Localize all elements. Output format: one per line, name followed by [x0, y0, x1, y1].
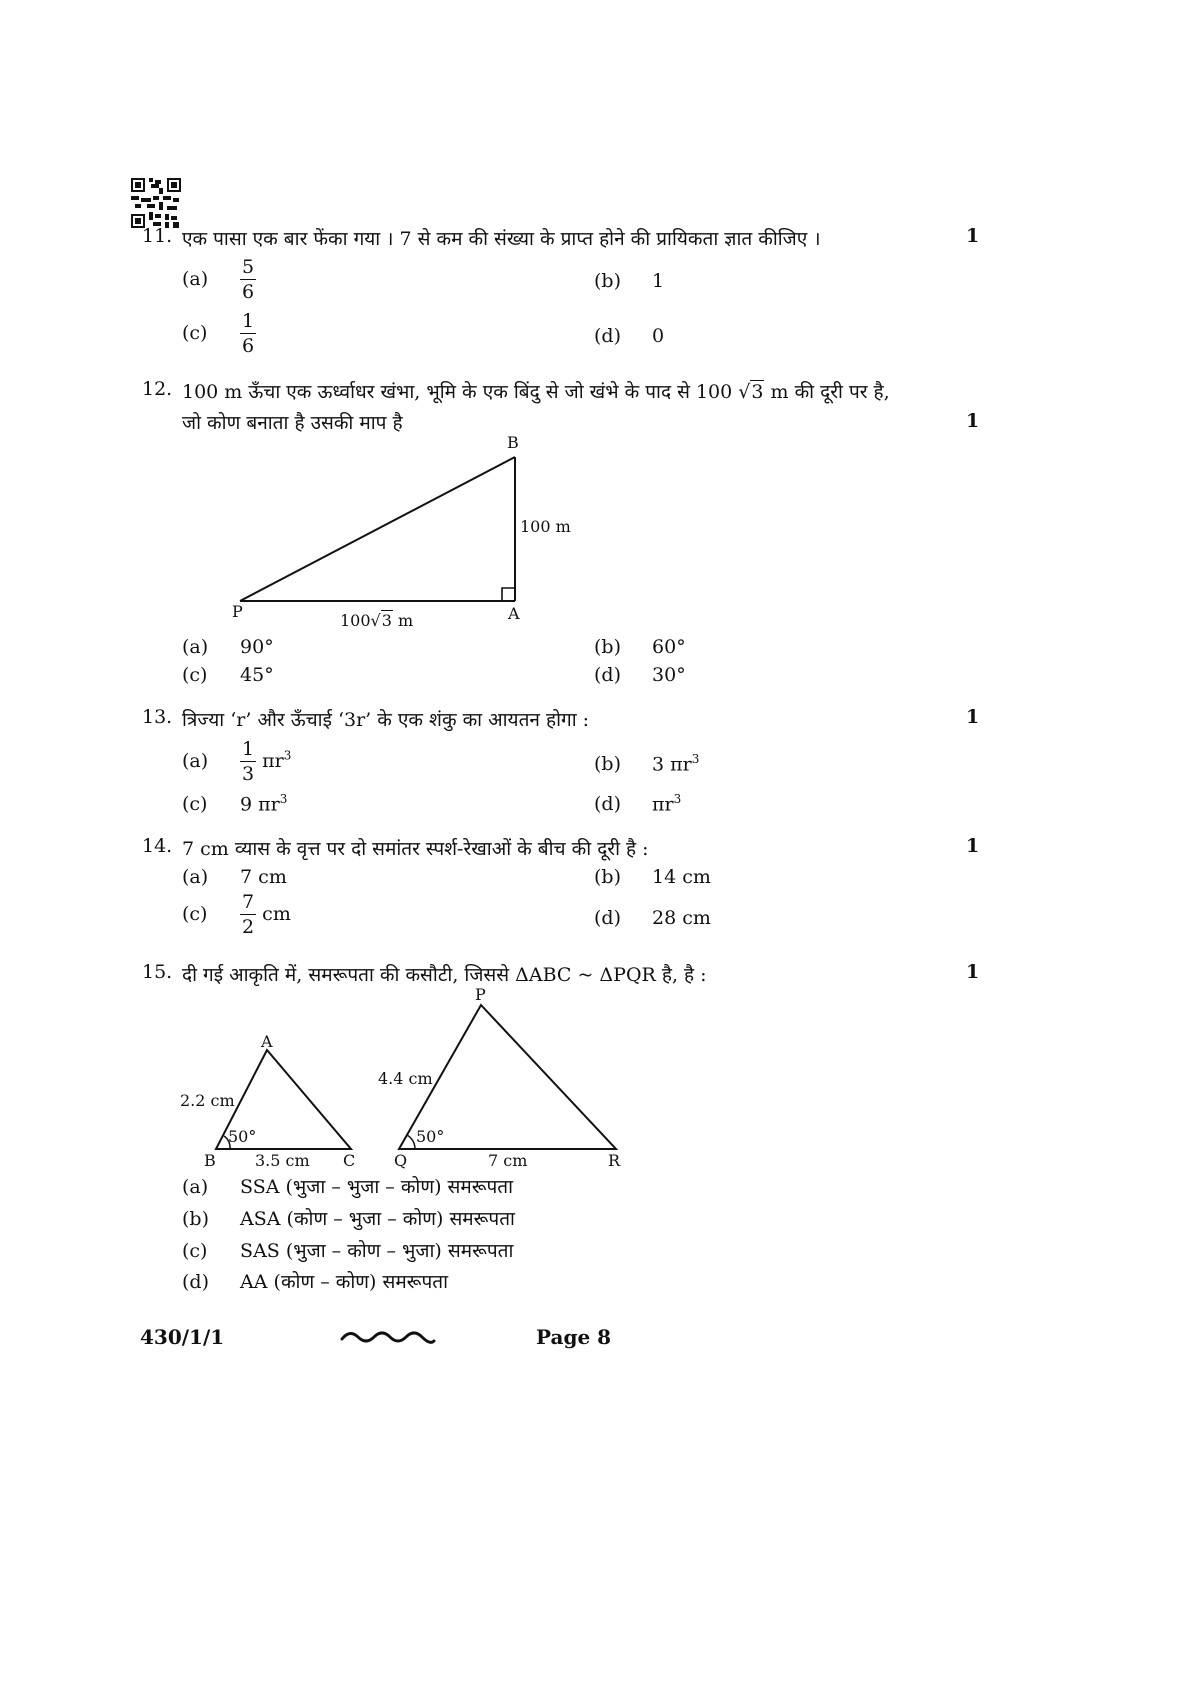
- question-number: 15.: [142, 961, 173, 983]
- option-value: SSA (भुजा – भुजा – कोण) समरूपता: [240, 1176, 514, 1198]
- option-label: (a): [182, 636, 209, 658]
- qr-code: [131, 178, 181, 228]
- option-label: (d): [594, 907, 621, 929]
- question-text-line2: जो कोण बनाता है उसकी माप है: [182, 412, 403, 434]
- option-label: (d): [594, 325, 621, 347]
- option-label: (a): [182, 750, 209, 772]
- side-label-bc: 3.5 cm: [255, 1151, 310, 1170]
- vertex-label-p: P: [475, 985, 486, 1004]
- qr-code-icon: [131, 178, 181, 228]
- option-c[interactable]: (c) 9 $\pi r^3$: [182, 792, 288, 816]
- question-marks: 1: [966, 835, 980, 857]
- option-d[interactable]: (d) $\pi r^3$: [594, 792, 682, 816]
- option-label: (d): [182, 1271, 209, 1293]
- angle-label-b: 50°: [228, 1127, 257, 1146]
- option-a[interactable]: [182, 636, 274, 658]
- vertex-label-q: Q: [394, 1151, 408, 1170]
- option-label: (b): [182, 1208, 209, 1230]
- option-b[interactable]: [594, 866, 711, 888]
- option-value: 9 πr: [240, 793, 280, 816]
- option-c[interactable]: [182, 664, 274, 686]
- option-label: (d): [594, 793, 621, 816]
- right-angle-marker: [502, 588, 515, 601]
- question-marks: 1: [966, 961, 980, 983]
- question-marks: 1: [966, 225, 980, 247]
- question-text-line1: 100 m ऊँचा एक ऊर्ध्वाधर खंभा, भूमि के एक बिंदु से जो खंभे के पाद से 100 √3 m की दूरी पर है,: [182, 381, 890, 403]
- vertex-label-a: A: [508, 604, 520, 623]
- option-value: πr: [652, 793, 674, 816]
- similar-triangles-figure: [170, 985, 670, 1175]
- option-c[interactable]: (c) $\frac{7}{2}$ cm: [182, 891, 291, 938]
- question-number: 12.: [142, 378, 173, 400]
- option-label: (a): [182, 268, 209, 290]
- side-label-ab: 2.2 cm: [180, 1091, 235, 1110]
- question-marks: 1: [966, 410, 980, 432]
- vertex-label-p: P: [232, 602, 243, 621]
- option-d[interactable]: [182, 1268, 448, 1294]
- option-value: 1: [652, 270, 665, 292]
- option-d[interactable]: [594, 325, 664, 347]
- option-label: (a): [182, 866, 209, 888]
- option-a[interactable]: [182, 258, 256, 302]
- option-value: 45°: [240, 664, 274, 686]
- right-triangle-figure: [220, 430, 600, 630]
- option-value: SAS (भुजा – कोण – भुजा) समरूपता: [240, 1240, 514, 1262]
- option-label: (b): [594, 636, 621, 658]
- fraction: $\frac{7}{2}$: [242, 891, 255, 938]
- option-value: 3 πr: [652, 753, 692, 776]
- option-c[interactable]: [182, 1237, 513, 1263]
- option-label: (b): [594, 866, 621, 888]
- option-a[interactable]: [182, 866, 287, 888]
- side-label-qr: 7 cm: [488, 1151, 528, 1170]
- option-value: 28 cm: [652, 907, 711, 929]
- sqrt-symbol: √3: [738, 381, 764, 403]
- paper-code: 430/1/1: [140, 1325, 225, 1349]
- option-value: 30°: [652, 664, 686, 686]
- option-label: (c): [182, 322, 208, 344]
- fraction: $\frac{1}{6}$: [242, 310, 255, 357]
- question-number: 11.: [142, 225, 173, 247]
- option-value: 0: [652, 325, 665, 347]
- page-number: Page 8: [536, 1325, 612, 1349]
- option-value: ASA (कोण – भुजा – कोण) समरूपता: [240, 1208, 515, 1230]
- side-label-pa: 100√3 m: [340, 611, 414, 630]
- option-label: (c): [182, 664, 208, 686]
- option-value: 7 cm: [240, 866, 287, 888]
- wave-ornament-icon: [340, 1325, 436, 1353]
- option-label: (a): [182, 1176, 209, 1198]
- fraction: $\frac{1}{3}$: [242, 738, 255, 785]
- option-value: 60°: [652, 636, 686, 658]
- question-text: त्रिज्या ‘r’ और ऊँचाई ‘3r’ के एक शंकु का आयतन होगा :: [182, 709, 590, 731]
- angle-label-q: 50°: [416, 1127, 445, 1146]
- option-b[interactable]: [182, 1205, 515, 1231]
- vertex-label-b: B: [507, 433, 519, 452]
- side-label-pq: 4.4 cm: [378, 1069, 433, 1088]
- option-label: (b): [594, 753, 621, 776]
- option-b[interactable]: [594, 270, 664, 292]
- side-label-ba: 100 m: [520, 517, 571, 536]
- option-label: (d): [594, 664, 621, 686]
- option-label: (c): [182, 903, 208, 925]
- question-number: 14.: [142, 835, 173, 857]
- option-b[interactable]: (b) 3 $\pi r^3$: [594, 752, 700, 776]
- option-b[interactable]: [594, 636, 686, 658]
- question-text: दी गई आकृति में, समरूपता की कसौटी, जिससे ΔABC ~ ΔPQR है, है :: [182, 964, 707, 986]
- question-number: 13.: [142, 706, 173, 728]
- question-text: एक पासा एक बार फेंका गया । 7 से कम की संख्या के प्राप्त होने की प्रायिकता ज्ञात कीजिए ।: [182, 228, 821, 250]
- option-a[interactable]: [182, 1173, 513, 1199]
- option-value: 14 cm: [652, 866, 711, 888]
- option-value: 90°: [240, 636, 274, 658]
- vertex-label-b: B: [204, 1151, 216, 1170]
- option-label: (c): [182, 793, 208, 816]
- vertex-label-r: R: [608, 1151, 621, 1170]
- question-text: 7 cm व्यास के वृत्त पर दो समांतर स्पर्श-रेखाओं के बीच की दूरी है :: [182, 838, 649, 860]
- option-value: AA (कोण – कोण) समरूपता: [240, 1271, 448, 1293]
- fraction: $\frac{5}{6}$: [242, 256, 255, 303]
- vertex-label-a: A: [261, 1032, 273, 1051]
- option-a[interactable]: (a) $\frac{1}{3}$ $\pi r^3$: [182, 738, 292, 785]
- question-marks: 1: [966, 706, 980, 728]
- vertex-label-c: C: [343, 1151, 356, 1170]
- option-d[interactable]: [594, 907, 711, 929]
- option-label: (c): [182, 1240, 208, 1262]
- option-c[interactable]: [182, 312, 256, 356]
- option-label: (b): [594, 270, 621, 292]
- option-d[interactable]: [594, 664, 686, 686]
